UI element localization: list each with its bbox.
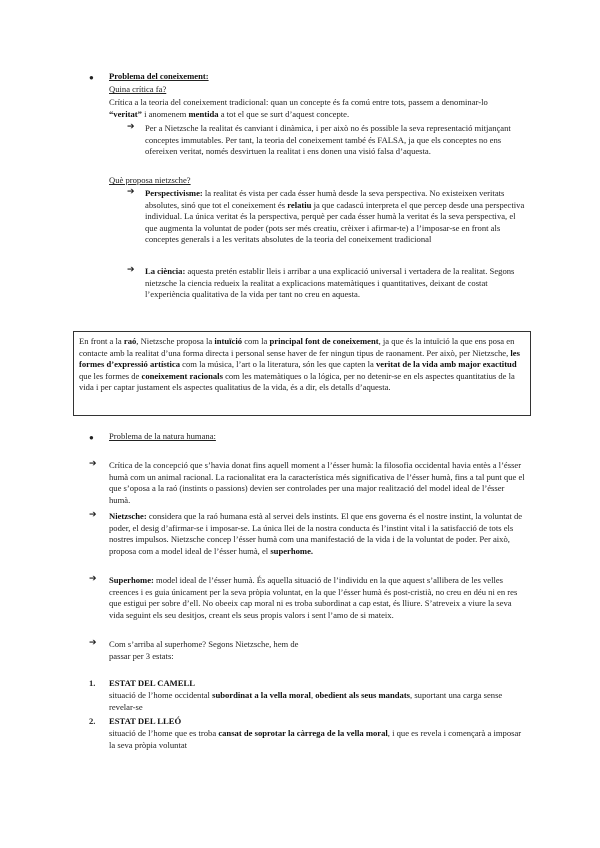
stage-desc-lion: situació de l’home que es troba cansat de soprotar la càrrega de la vella moral, i que es revela i començarà a imposar la seva pròpia voluntat — [109, 728, 522, 750]
arrow-item-science: La ciència: aquesta pretén establir lleis i arribar a una explicació universal i vertadera de la realitat. Segons nietzsche la ciencia redueix la realitat a explicacions matemàtiques i quantitatives, deixant de costat l’experiència qualitativa de la vida per tant no creu en aquesta. — [145, 266, 515, 300]
section-heading-human-nature: Problema de la natura humana: — [109, 431, 216, 441]
arrow-item-reality: Per a Nietzsche la realitat és canviant i dinàmica, i per això no és possible la seva representació mitjançant conceptes immutables. Per tant, la teoria del coneixement també és FALSA, ja que els conceptes no ens ofereixen veritat, només desvirtuen la realitat i ens donen una visió falsa d’aquesta. — [145, 123, 511, 157]
arrow-icon: ➔ — [89, 638, 97, 648]
intuition-box — [73, 331, 531, 416]
stage-title-camel: ESTAT DEL CAMELL — [109, 678, 195, 688]
arrow-icon: ➔ — [89, 574, 97, 584]
arrow-item-nietzsche: Nietzsche: considera que la raó humana està al servei dels instints. El que ens governa és el nostre instint, la voluntat de poder, el desig d’afirmar-se i imposar-se. La única llei de la nostra conducta és l’instint vital i la satisfacció de tots els nostres impulsos. Nietzsche concep l’ésser humà com una manifestació de la vida i de la voluntat de poder. Per això, proposa com a model ideal de l’ésser humà, el superhome. — [109, 511, 523, 556]
list-number: 1. — [89, 678, 96, 688]
stage-title-lion: ESTAT DEL LLEÓ — [109, 716, 182, 726]
bullet-icon: ● — [89, 433, 94, 442]
arrow-icon: ➔ — [89, 459, 97, 469]
intuition-paragraph: En front a la raó, Nietzsche proposa la intuïció com la principal font de coneixement, ja que és la intuïció la que ens posa en contacte amb la realitat d’una forma directa i personal sense haver de fer ningun tipus de raonament. Per això, per Nietzsche, les formes d’expressió artística com la música, l’art o la literatura, són les que capten la veritat de la vida amb major exactitud que les formes de coneixement racionals com les matemàtiques o la lógica, per no detenir-se en els aspectes quantitatius de la vida i per captar justament els aspectes qualitatius de la vida, és a dir, els detalls d’aquesta. — [79, 336, 520, 393]
list-number: 2. — [89, 716, 96, 726]
question-critique: Quina crítica fa? — [109, 84, 167, 94]
question-proposal: Què proposa nietzsche? — [109, 175, 191, 185]
arrow-icon: ➔ — [127, 187, 135, 197]
section-heading-knowledge: Problema del coneixement: — [109, 71, 209, 81]
arrow-item-perspectivism: Perspectivisme: la realitat és vista per cada ésser humà desde la seva perspectiva. No existeixen veritats absolutes, sinó que tot el coneixement és relatiu ja que cadascú interpreta el que percep desde una perspectiva individual. La única veritat és la perspectiva, perquè per cada ésser humà la veritat és la seva perspectiva, el que augmenta la voluntat de poder (pots ser més creatiu, crèixer i afirmar-te) a l’imposar-se en front als conceptes generals i a les veritats absolutes de la teoria del coneixement tradicional — [145, 188, 525, 245]
stage-desc-camel: situació de l’home occidental subordinat a la vella moral, obedient als seus mandats, suportant una carga sense revelar-se — [109, 690, 503, 712]
arrow-item-superhome: Superhome: model ideal de l’ésser humà. És aquella situació de l’individu en la que aquest s’allibera de les velles creences i es guia únicament per la seva pròpia voluntat, en la que l’ésser humà és post-cristià, no creu en déu ni en res que estigui per sobre d’ell. No obeeix cap moral ni es troba subordinat a cap estat, és lliure. S’atreveix a viure la seva vida seguint els seu desitjos, creant els seus propis valors i sent l’amo de si mateix. — [109, 575, 518, 620]
arrow-item-critique-human: Crítica de la concepció que s’havia donat fins aquell moment a l’ésser humà: la filosofia occidental havia entès a l’ésser humà com un animal racional. La racionalitat era la característica més significativa de l’ésser humà, fins a tal punt que el que s’oposa a la raó (instints o passions) devien ser controlades per una major realització del model ideal de l’ésser humà. — [109, 460, 525, 505]
arrow-icon: ➔ — [127, 122, 135, 132]
arrow-icon: ➔ — [127, 265, 135, 275]
arrow-icon: ➔ — [89, 510, 97, 520]
bullet-icon: ● — [89, 73, 94, 82]
paragraph-critique: Crítica a la teoria del coneixement tradicional: quan un concepte és fa comú entre tots, passem a denominar-lo “veritat” i anomenem mentida a tot el que se surt d’aquest concepte. — [109, 97, 488, 119]
arrow-item-how-to-reach: Com s’arriba al superhome? Segons Nietzsche, hem de passar per 3 estats: — [109, 639, 299, 661]
